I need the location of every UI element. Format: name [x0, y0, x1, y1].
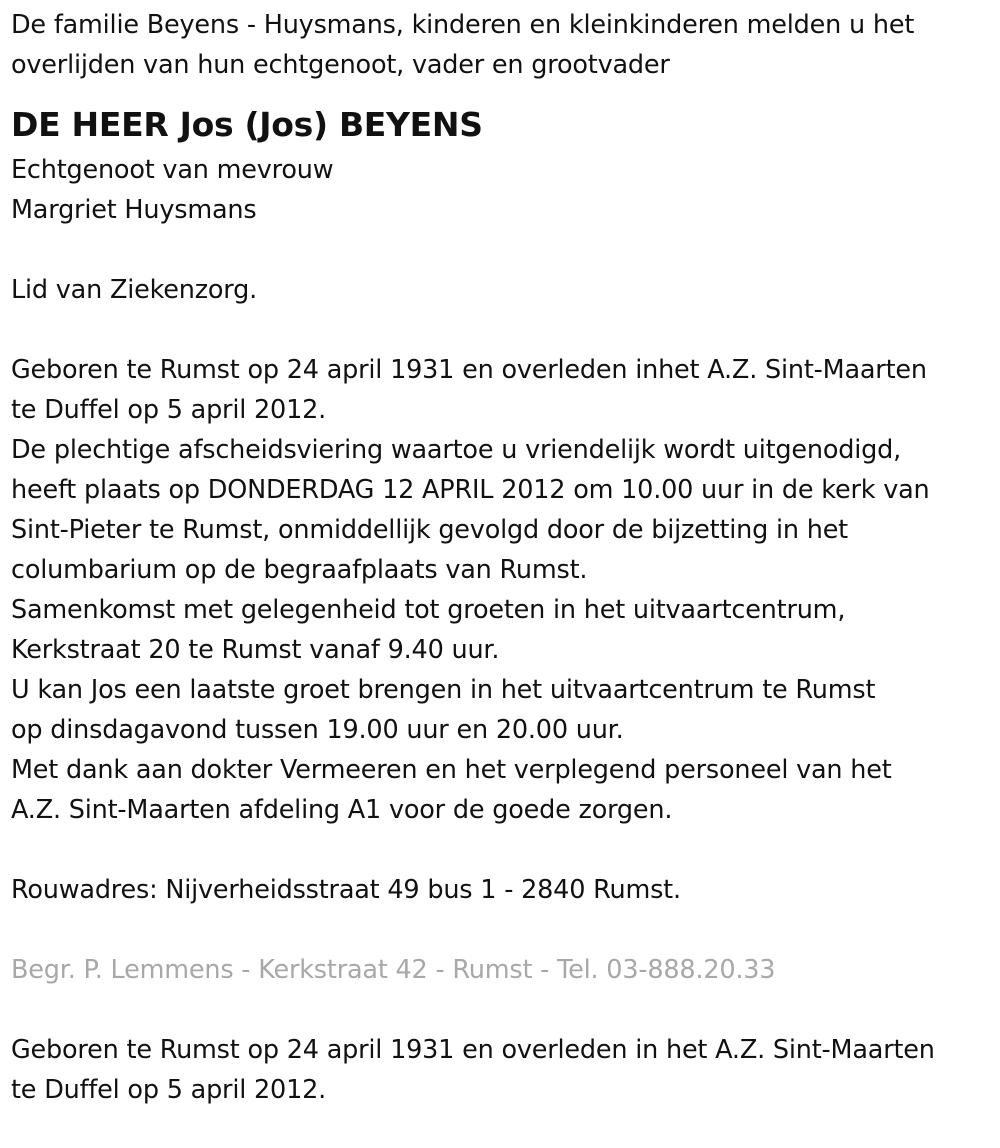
spacer [11, 310, 991, 350]
spouse-line-2: Margriet Huysmans [11, 195, 257, 225]
spacer [11, 830, 991, 870]
details-line-11: Met dank aan dokter Vermeeren en het verplegend personeel van het [11, 755, 892, 785]
details-line-5: Sint-Pieter te Rumst, onmiddellijk gevolgd door de bijzetting in het [11, 515, 848, 545]
repeat-line-1: Geboren te Rumst op 24 april 1931 en overleden in het A.Z. Sint-Maarten [11, 1035, 935, 1065]
repeat-line-2: te Duffel op 5 april 2012. [11, 1075, 327, 1105]
details-line-2: te Duffel op 5 april 2012. [11, 395, 327, 425]
details-line-10: op dinsdagavond tussen 19.00 uur en 20.00 uur. [11, 715, 624, 745]
details-line-6: columbarium op de begraafplaats van Rumst. [11, 555, 588, 585]
mourning-address: Rouwadres: Nijverheidsstraat 49 bus 1 - 2840 Rumst. [11, 875, 681, 905]
undertaker-line: Begr. P. Lemmens - Kerkstraat 42 - Rumst - Tel. 03-888.20.33 [11, 955, 776, 985]
details-line-3: De plechtige afscheidsviering waartoe u vriendelijk wordt uitgenodigd, [11, 435, 902, 465]
intro-line-1: De familie Beyens - Huysmans, kinderen en kleinkinderen melden u het [11, 10, 915, 40]
details-line-9: U kan Jos een laatste groet brengen in het uitvaartcentrum te Rumst [11, 675, 876, 705]
details-line-8: Kerkstraat 20 te Rumst vanaf 9.40 uur. [11, 635, 500, 665]
membership-line: Lid van Ziekenzorg. [11, 275, 258, 305]
spacer [11, 990, 991, 1030]
spacer [11, 230, 991, 270]
details-line-12: A.Z. Sint-Maarten afdeling A1 voor de goede zorgen. [11, 795, 673, 825]
spacer [11, 910, 991, 950]
details-line-7: Samenkomst met gelegenheid tot groeten in het uitvaartcentrum, [11, 595, 846, 625]
deceased-name-heading: DE HEER Jos (Jos) BEYENS [11, 105, 483, 144]
intro-line-2: overlijden van hun echtgenoot, vader en grootvader [11, 50, 670, 80]
details-line-4: heeft plaats op DONDERDAG 12 APRIL 2012 om 10.00 uur in de kerk van [11, 475, 930, 505]
death-notice [11, 5, 991, 1110]
spouse-line-1: Echtgenoot van mevrouw [11, 155, 334, 185]
details-line-1: Geboren te Rumst op 24 april 1931 en overleden inhet A.Z. Sint-Maarten [11, 355, 927, 385]
